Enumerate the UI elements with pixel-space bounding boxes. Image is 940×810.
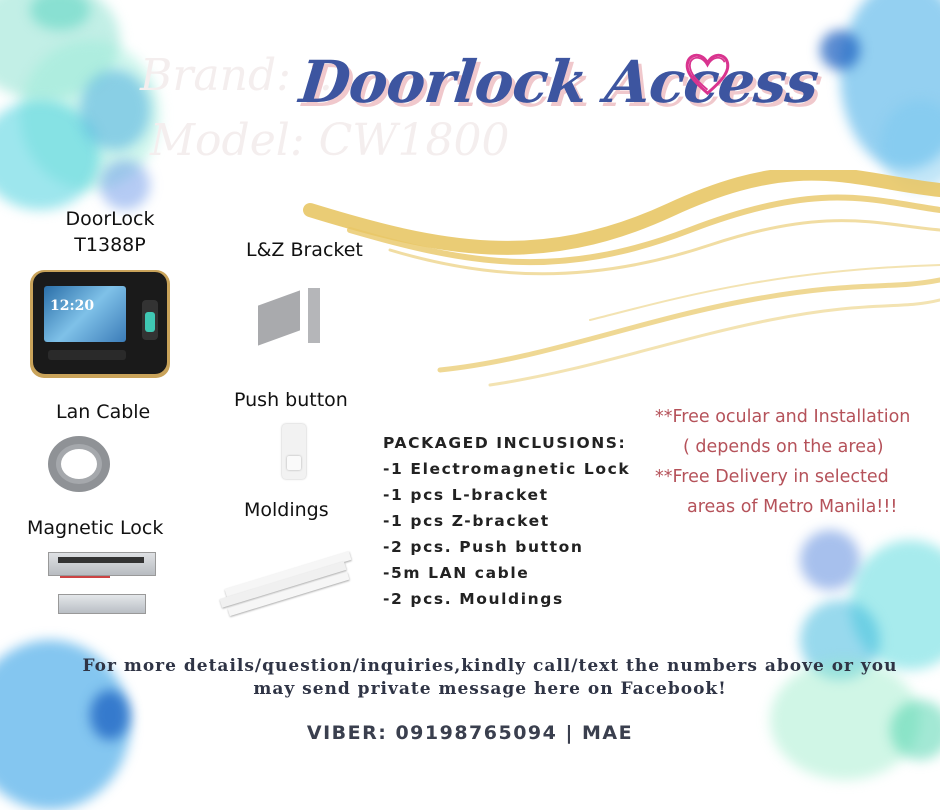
heart-icon <box>680 45 735 100</box>
gold-brush-strokes <box>290 170 940 400</box>
magnetic-lock-image <box>48 552 154 614</box>
promo-notes <box>655 402 910 522</box>
inclusion-item: -5m LAN cable <box>383 564 530 582</box>
inclusion-item: -1 Electromagnetic Lock <box>383 460 631 478</box>
footer-message: For more details/question/inquiries,kindly call/text the numbers above or you may send private message here on Facebook! <box>82 656 898 699</box>
inclusion-item: -2 pcs. Push button <box>383 538 584 556</box>
moldings-image <box>218 545 346 607</box>
watermark-brand: Brand: ... <box>140 50 347 101</box>
lan-cable-coil-image <box>48 436 114 498</box>
lz-bracket-image <box>258 288 328 346</box>
product-label-lan-cable: Lan Cable <box>56 401 151 423</box>
inclusion-item: -1 pcs L-bracket <box>383 486 549 504</box>
push-button-image <box>282 424 306 479</box>
page-title: Doorlock Access <box>296 48 822 116</box>
promo-line-area: ( depends on the area) <box>683 437 884 457</box>
promo-line-delivery: **Free Delivery in selected <box>655 467 889 487</box>
inclusions-list <box>383 430 630 612</box>
product-label-magnetic-lock: Magnetic Lock <box>27 517 164 539</box>
viber-contact: VIBER: 09198765094 | MAE <box>306 722 634 744</box>
product-label-doorlock: DoorLock T1388P <box>65 208 155 256</box>
product-label-moldings: Moldings <box>244 499 329 521</box>
fingerprint-terminal-image <box>30 270 170 378</box>
screen-time: 12:20 <box>50 298 95 314</box>
promo-line-metro-manila: areas of Metro Manila!!! <box>687 497 898 517</box>
inclusion-item: -2 pcs. Mouldings <box>383 590 564 608</box>
promo-line-installation: **Free ocular and Installation <box>655 407 911 427</box>
inclusions-heading: PACKAGED INCLUSIONS: <box>383 434 627 452</box>
inclusion-item: -1 pcs Z-bracket <box>383 512 550 530</box>
product-label-lz-bracket: L&Z Bracket <box>246 239 363 261</box>
product-label-push-button: Push button <box>234 389 348 411</box>
watermark-model: Model: CW1800 <box>150 115 510 166</box>
